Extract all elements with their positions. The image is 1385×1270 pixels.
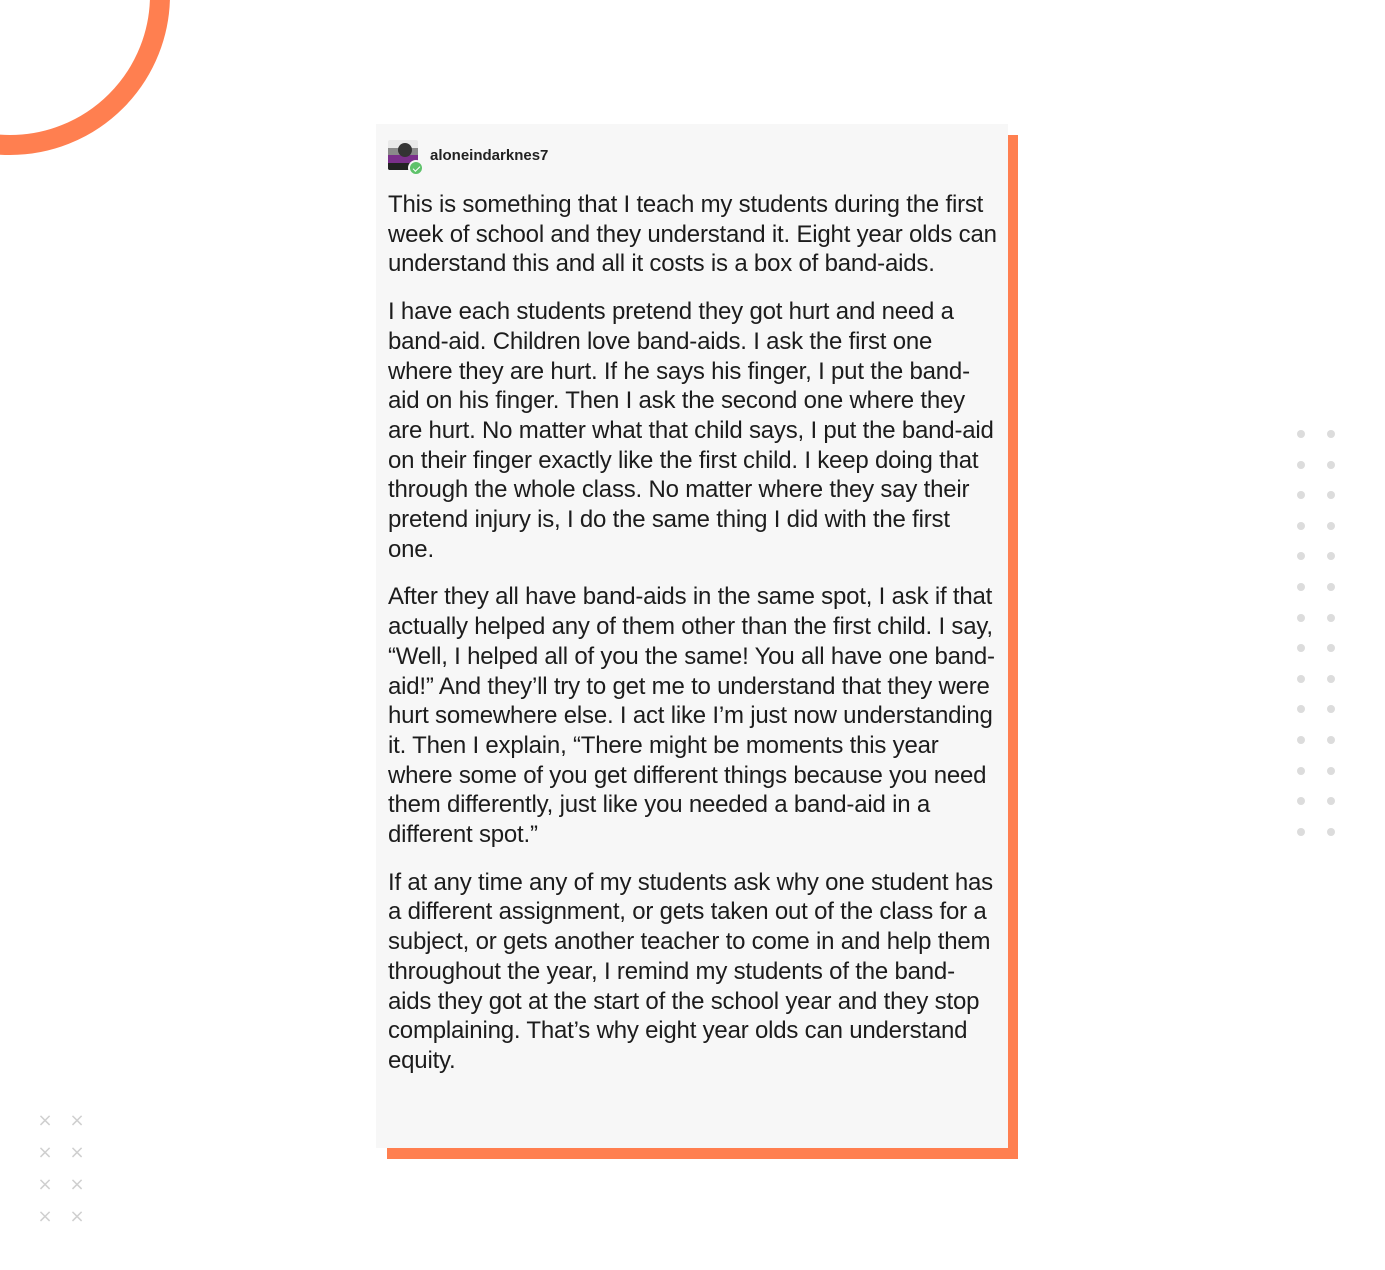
avatar-icon[interactable]: [388, 140, 418, 170]
post-paragraph: This is something that I teach my students during the first week of school and they understand it. Eight year olds can understand this and all it costs is a box of band-aids.: [388, 191, 997, 278]
dot: [1327, 614, 1335, 622]
dot: [1327, 797, 1335, 805]
dot: [1327, 767, 1335, 775]
post-card: [376, 124, 1008, 1148]
dot: [1297, 797, 1305, 805]
dot: [1327, 583, 1335, 591]
post-header: [388, 140, 998, 170]
dot: [1297, 675, 1305, 683]
x-mark-icon: ×: [37, 1174, 53, 1195]
decorative-ring: [0, 0, 170, 155]
dot: [1327, 675, 1335, 683]
dot: [1327, 461, 1335, 469]
x-mark-icon: ×: [69, 1206, 85, 1227]
x-mark-icon: ×: [69, 1174, 85, 1195]
dot: [1297, 705, 1305, 713]
dot: [1297, 736, 1305, 744]
x-mark-icon: ×: [37, 1206, 53, 1227]
follow-badge-icon[interactable]: [408, 160, 424, 176]
dot: [1297, 583, 1305, 591]
dot: [1297, 522, 1305, 530]
dot: [1327, 705, 1335, 713]
dot: [1327, 552, 1335, 560]
post-paragraph: After they all have band-aids in the same spot, I ask if that actually helped any of them other than the first child. I say, “Well, I helped all of you the same! You all have one band-aid!” And they’ll try to get me to understand that they were hurt somewhere else. I act like I’m just now understanding it. Then I explain, “There might be moments this year where some of you get different things because you need them differently, just like you needed a band-aid in a different spot.”: [388, 583, 995, 849]
x-mark-icon: ×: [37, 1142, 53, 1163]
dot: [1327, 736, 1335, 744]
dot: [1297, 461, 1305, 469]
dot: [1297, 767, 1305, 775]
post-body: [388, 190, 998, 1076]
username[interactable]: aloneindarknes7: [430, 146, 549, 164]
dot: [1327, 644, 1335, 652]
dot: [1297, 644, 1305, 652]
x-mark-icon: ×: [69, 1142, 85, 1163]
x-mark-icon: ×: [69, 1110, 85, 1131]
dot: [1297, 828, 1305, 836]
dot: [1327, 491, 1335, 499]
post-paragraph: I have each students pretend they got hurt and need a band-aid. Children love band-aids. I ask the first one where they are hurt. If he says his finger, I put the band-aid on his finger. Then I ask the second one where they are hurt. No matter what that child says, I put the band-aid on their finger exactly like the first child. I keep doing that through the whole class. No matter where they say their pretend injury is, I do the same thing I did with the first one.: [388, 298, 994, 563]
decorative-x-grid: [36, 1108, 100, 1230]
decorative-dot-grid: [1294, 430, 1338, 836]
dot: [1297, 614, 1305, 622]
dot: [1297, 552, 1305, 560]
dot: [1327, 828, 1335, 836]
dot: [1297, 491, 1305, 499]
dot: [1327, 430, 1335, 438]
x-mark-icon: ×: [37, 1110, 53, 1131]
dot: [1327, 522, 1335, 530]
post-paragraph: If at any time any of my students ask why one student has a different assignment, or gets taken out of the class for a subject, or gets another teacher to come in and help them throughout the year, I remind my students of the band-aids they got at the start of the school year and they stop complaining. That’s why eight year olds can understand equity.: [388, 868, 993, 1074]
dot: [1297, 430, 1305, 438]
